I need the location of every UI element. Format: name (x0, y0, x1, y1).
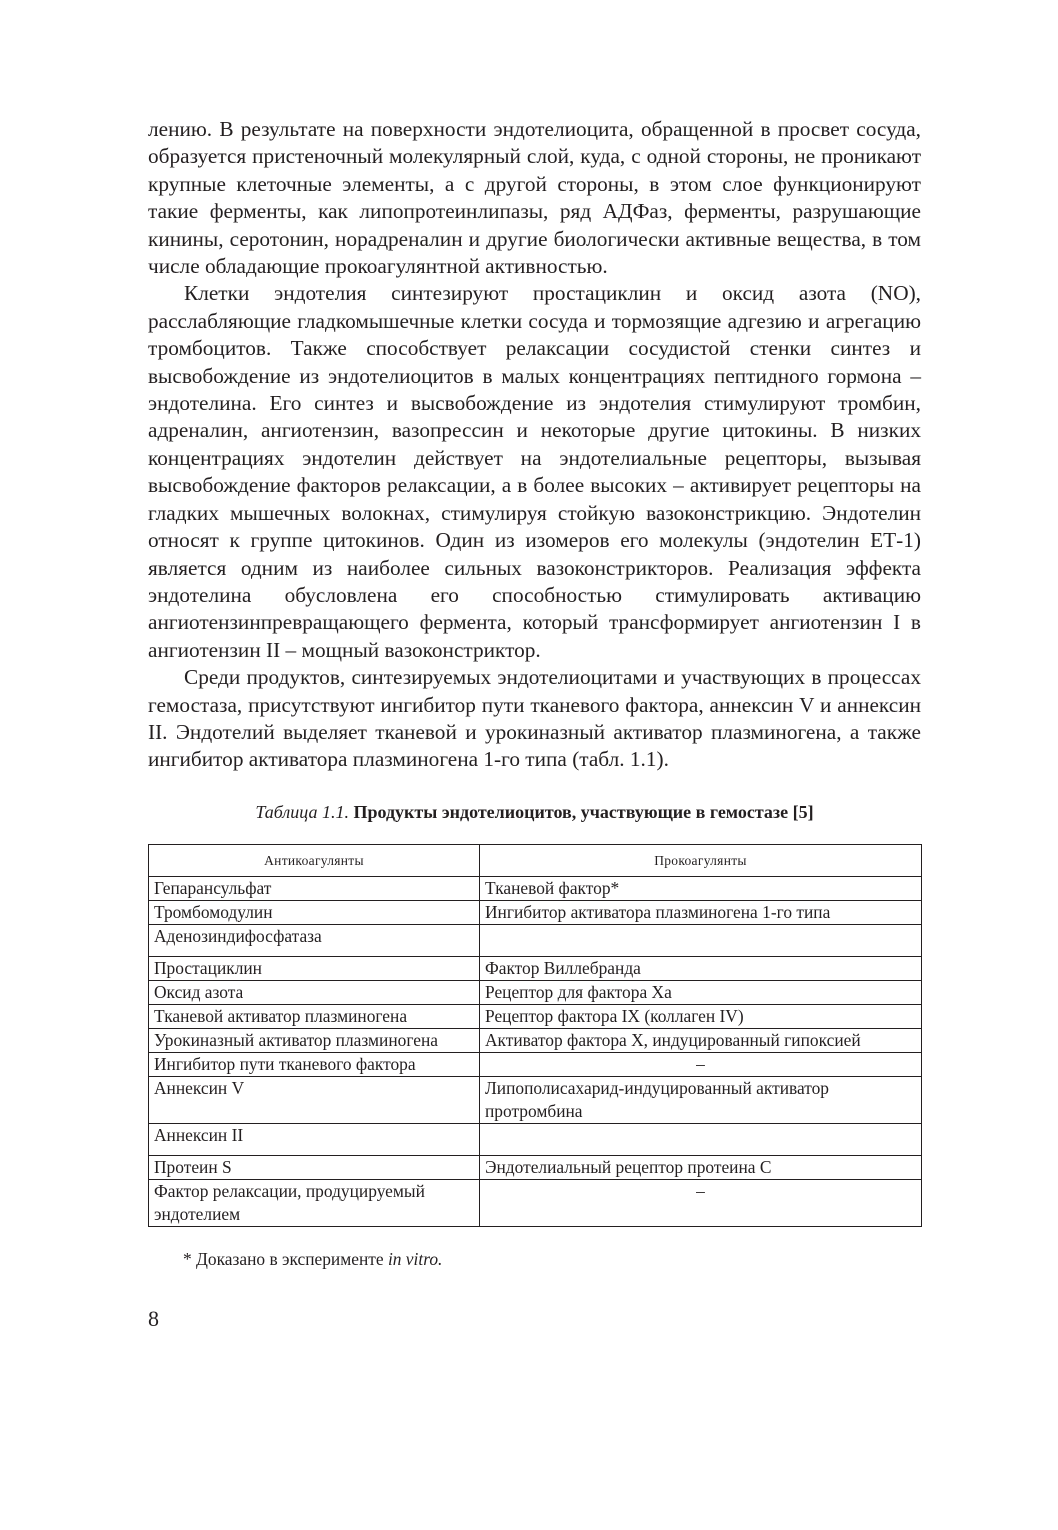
table-cell: Фактор Виллебранда (480, 956, 922, 980)
table-row (149, 1004, 922, 1028)
table-header-row (149, 844, 922, 876)
table-row (149, 1052, 922, 1076)
table-caption-title: Продукты эндотелиоцитов, участвующие в гемостазе [5] (353, 801, 814, 822)
hemostasis-products-table (148, 844, 922, 1227)
table-row (149, 900, 922, 924)
table-cell: Протеин S (149, 1155, 480, 1179)
header-anticoagulants: Антикоагулянты (149, 844, 480, 876)
page-number: 8 (148, 1306, 159, 1331)
table-cell: Аннексин V (149, 1076, 480, 1123)
paragraph-1: лению. В результате на поверхности эндотелиоцита, обращенной в просвет сосуда, образуется пристеночный молекулярный слой, куда, с одной стороны, не проникают крупные клеточные элементы, а с другой стороны, в этом слое функционируют такие ферменты, как липопротеинлипазы, ряд АДФаз, ферменты, разрушающие кинины, серотонин, норадреналин и другие биологически активные вещества, в том числе обладающие прокоагулянтной активностью. (148, 117, 921, 279)
table-caption (148, 800, 921, 824)
table-cell: Эндотелиальный рецептор протеина С (480, 1155, 922, 1179)
table-row (149, 1179, 922, 1226)
table-cell: Рецептор для фактора Ха (480, 980, 922, 1004)
table-cell: – (480, 1052, 922, 1076)
table-caption-label: Таблица 1.1. (255, 801, 349, 822)
table-row (149, 1076, 922, 1123)
table-row (149, 1028, 922, 1052)
table-row (149, 876, 922, 900)
table-row (149, 924, 922, 956)
table-cell: Активатор фактора Х, индуцированный гипоксией (480, 1028, 922, 1052)
table-cell: Липополисахарид-индуцированный активатор протромбина (480, 1076, 922, 1123)
table-cell: Аденозиндифосфатаза (149, 924, 480, 956)
table-cell: Простациклин (149, 956, 480, 980)
table-cell: Урокиназный активатор плазминогена (149, 1028, 480, 1052)
table-cell: Ингибитор пути тканевого фактора (149, 1052, 480, 1076)
table-cell: Рецептор фактора IX (коллаген IV) (480, 1004, 922, 1028)
table-cell: Фактор релаксации, продуцируемый эндотелием (149, 1179, 480, 1226)
table-cell: Тромбомодулин (149, 900, 480, 924)
table-row (149, 1123, 922, 1155)
footnote-italic: in vitro. (387, 1248, 443, 1269)
table-cell: – (480, 1179, 922, 1226)
header-procoagulants: Прокоагулянты (480, 844, 922, 876)
table-footnote (148, 1247, 921, 1271)
page-content (148, 116, 921, 1271)
table-cell: Тканевой фактор* (480, 876, 922, 900)
footnote-text: * Доказано в эксперименте (183, 1248, 388, 1269)
table-cell: Аннексин II (149, 1123, 480, 1155)
table-cell: Тканевой активатор плазминогена (149, 1004, 480, 1028)
paragraph-2: Клетки эндотелия синтезируют простациклин и оксид азота (NO), расслабляющие гладкомышечные клетки сосуда и тормозящие адгезию и агрегацию тромбоцитов. Также способствует релаксации сосудистой стенки синтез и высвобождение из эндотелиоцитов в малых концентрациях пептидного гормона – эндотелина. Его синтез и высвобождение из эндотелия стимулируют тромбин, адреналин, ангиотензин, вазопрессин и некоторые другие цитокины. В низких концентрациях эндотелин действует на эндотелиальные рецепторы, вызывая высвобождение факторов релаксации, а в более высоких – активирует рецепторы на гладких мышечных волокнах, стимулируя стойкую вазоконстрикцию. Эндотелин относят к группе цитокинов. Один из изомеров его молекулы (эндотелин ЕТ-1) является одним из наиболее сильных вазоконстрикторов. Реализация эффекта эндотелина обусловлена его способностью стимулировать активацию ангиотензинпревращающего фермента, который трансформирует ангиотензин I в ангиотензин II – мощный вазоконстриктор. (148, 281, 921, 662)
table-cell (480, 1123, 922, 1155)
table-row (149, 1155, 922, 1179)
table-row (149, 980, 922, 1004)
paragraph-3: Среди продуктов, синтезируемых эндотелиоцитами и участвующих в процессах гемостаза, присутствуют ингибитор пути тканевого фактора, аннексин V и аннексин II. Эндотелий выделяет тканевой и урокиназный активатор плазминогена, а также ингибитор активатора плазминогена 1-го типа (табл. 1.1). (148, 665, 921, 772)
table-cell: Оксид азота (149, 980, 480, 1004)
table-cell: Ингибитор активатора плазминогена 1-го типа (480, 900, 922, 924)
table-cell: Гепарансульфат (149, 876, 480, 900)
table-row (149, 956, 922, 980)
table-cell (480, 924, 922, 956)
